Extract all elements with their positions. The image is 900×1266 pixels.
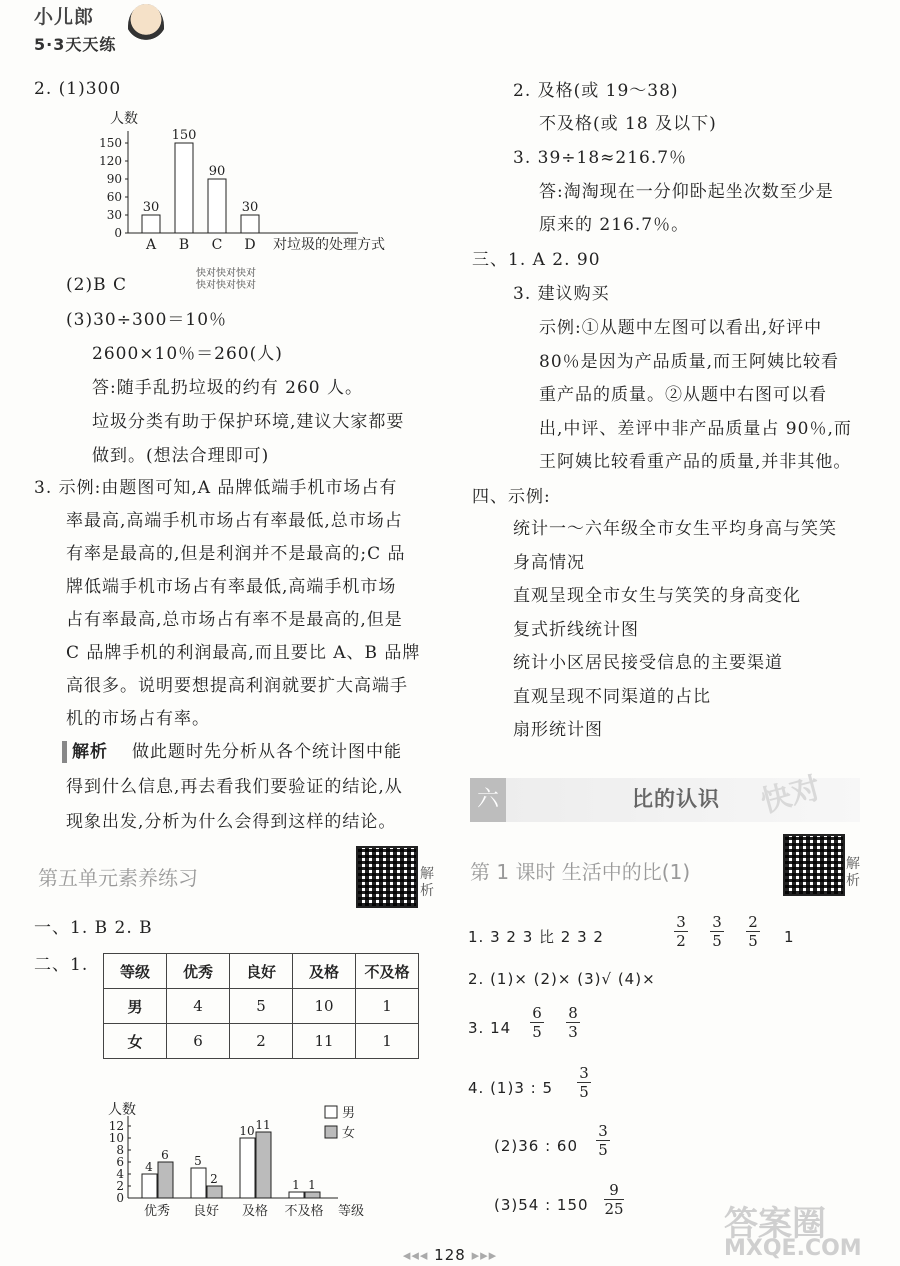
unit5-qr-code[interactable]	[356, 846, 418, 908]
s4-line: 身高情况	[513, 552, 585, 573]
l4c-frac: 9 25	[604, 1181, 624, 1218]
q3-line: C 品牌手机的利润最高,而且要比 A、B 品牌	[66, 643, 421, 663]
table-header-cell: 等级	[104, 954, 167, 989]
table-header-cell: 及格	[293, 954, 356, 989]
l1-frac-2: 3 5	[710, 913, 724, 950]
watermark-daanquan: 答案圈	[724, 1204, 826, 1244]
tick-label: 4	[116, 1167, 124, 1181]
jiexi-line-2: 得到什么信息,再去看我们要验证的结论,从	[66, 777, 403, 797]
tick-label: 60	[106, 190, 122, 204]
s3-line: 80％是因为产品质量,而王阿姨比较看	[539, 351, 840, 372]
bar-girls	[207, 1186, 222, 1198]
next-arrows-icon: ▸▸▸	[471, 1246, 498, 1264]
l3: 3. 14	[468, 1019, 512, 1037]
tick-label: 90	[106, 172, 122, 186]
mascot-icon	[128, 4, 164, 48]
l4c: (3)54 : 150	[494, 1196, 589, 1214]
l4a-frac: 3 5	[577, 1064, 591, 1101]
q2-1: 2. (1)300	[34, 79, 122, 99]
s3-3: 3. 建议购买	[513, 284, 610, 304]
table-header-cell: 良好	[230, 954, 293, 989]
table-row	[104, 989, 419, 1024]
y-axis-label: 人数	[110, 111, 138, 127]
unit6-number: 六	[470, 778, 506, 822]
q2-3b: 2600×10％＝260(人)	[92, 344, 283, 364]
table-cell: 5	[230, 989, 293, 1024]
jiexi-label: 解析	[72, 742, 108, 762]
y-axis-label: 人数	[108, 1102, 136, 1118]
table-cell: 1	[356, 989, 419, 1024]
tick-label: 8	[116, 1143, 124, 1157]
tick-label: 12	[108, 1119, 124, 1133]
legend-label: 男	[342, 1106, 356, 1121]
data-label: 11	[255, 1118, 271, 1132]
tick-label: 0	[114, 226, 122, 240]
tick-label: 0	[116, 1191, 124, 1205]
tick-label: 150	[99, 136, 122, 150]
s4-line: 复式折线统计图	[513, 619, 639, 640]
l4b-frac: 3 5	[596, 1122, 610, 1159]
grade-chart	[100, 1100, 430, 1230]
u5-q1: 一、1. B 2. B	[34, 918, 153, 938]
s4-line: 直观呈现全市女生与笑笑的身高变化	[513, 586, 801, 606]
r2a: 2. 及格(或 19～38)	[513, 81, 679, 101]
tick-label: 6	[116, 1155, 124, 1169]
lesson-qr-code[interactable]	[783, 834, 845, 896]
lesson-title: 第 1 课时 生活中的比(1)	[470, 860, 691, 884]
legend-swatch	[325, 1106, 337, 1118]
bar	[208, 179, 226, 233]
unit5-qr-label: 解析	[420, 866, 434, 899]
data-label: 5	[194, 1154, 202, 1168]
bar	[142, 215, 160, 233]
page-number-bar	[0, 1244, 900, 1266]
table-cell: 女	[104, 1024, 167, 1059]
series-name: 5·3天天练	[34, 35, 117, 54]
q3-line: 3. 示例:由题图可知,A 品牌低端手机市场占有	[34, 478, 398, 498]
table-row	[104, 1024, 419, 1059]
s4-head: 四、示例:	[472, 487, 551, 507]
s4-line: 直观呈现不同渠道的占比	[513, 686, 711, 707]
table-cell: 10	[293, 989, 356, 1024]
category-label: 及格	[241, 1204, 269, 1219]
table-cell: 6	[167, 1024, 230, 1059]
table-cell: 11	[293, 1024, 356, 1059]
category-label: 不及格	[284, 1204, 324, 1219]
l1: 1. 3 2 3 比 2 3 2	[468, 928, 604, 946]
r3a: 3. 39÷18≈216.7％	[513, 148, 688, 168]
data-label: 1	[292, 1178, 300, 1192]
q2-3a: (3)30÷300＝10％	[66, 310, 228, 330]
grade-table	[103, 953, 419, 1059]
data-label: 6	[161, 1148, 169, 1162]
table-header-cell: 优秀	[167, 954, 230, 989]
waste-chart	[90, 105, 430, 260]
category-label: D	[244, 237, 256, 253]
table-cell: 1	[356, 1024, 419, 1059]
tick-label: 120	[99, 154, 122, 168]
legend-label: 女	[342, 1126, 356, 1141]
page-number: 128	[434, 1246, 466, 1264]
bar	[175, 143, 193, 233]
bar-boys	[142, 1174, 157, 1198]
stamp-text-2: 快对快对快对	[196, 280, 256, 291]
table-cell: 男	[104, 989, 167, 1024]
watermark-kuaidui: 快对	[757, 770, 825, 821]
category-label: 优秀	[143, 1204, 171, 1219]
category-label: B	[178, 237, 190, 253]
legend-swatch	[325, 1126, 337, 1138]
q3-line: 有率是最高的,但是利润并不是最高的;C 品	[66, 544, 406, 564]
q3-line: 高很多。说明要想提高利润就要扩大高端手	[66, 676, 408, 696]
r3c: 原来的 216.7％。	[539, 215, 690, 235]
l1-frac-1: 3 2	[674, 913, 688, 950]
u5-q2: 二、1.	[34, 955, 89, 975]
data-label: 10	[239, 1124, 255, 1138]
l3-frac-2: 8 3	[566, 1004, 580, 1041]
q3-line: 牌低端手机市场占有率最低,高端手机市场	[66, 577, 397, 597]
q3-line: 率最高,高端手机市场占有率最低,总市场占	[66, 511, 403, 531]
s4-line: 统计一～六年级全市女生平均身高与笑笑	[513, 519, 837, 539]
data-label: 1	[308, 1178, 316, 1192]
unit6-title: 比的认识	[632, 787, 720, 811]
bar-girls	[305, 1192, 320, 1198]
l4b: (2)36 : 60	[494, 1137, 579, 1155]
s4-line: 统计小区居民接受信息的主要渠道	[513, 653, 783, 673]
x-axis-label: 等级	[338, 1204, 365, 1219]
jiexi-line-1: 做此题时先分析从各个统计图中能	[132, 742, 402, 762]
category-label: 良好	[192, 1204, 220, 1219]
bar-boys	[191, 1168, 206, 1198]
data-label: 2	[210, 1172, 218, 1186]
r2b: 不及格(或 18 及以下)	[539, 114, 717, 134]
data-label: 4	[145, 1160, 153, 1174]
bar-girls	[158, 1162, 173, 1198]
x-axis-label: 对垃圾的处理方式	[273, 237, 385, 253]
q2-3d: 垃圾分类有助于保护环境,建议大家都要	[92, 412, 405, 432]
jiexi-line-3: 现象出发,分析为什么会得到这样的结论。	[66, 812, 397, 832]
l4a: 4. (1)3 : 5	[468, 1079, 554, 1097]
stamp-text-1: 快对快对快对	[196, 268, 256, 279]
table-cell: 2	[230, 1024, 293, 1059]
lesson-qr-label: 解析	[846, 856, 860, 889]
bar-boys	[240, 1138, 255, 1198]
q3-line: 占有率最高,总市场占有率不是最高的,但是	[66, 610, 403, 630]
q2-2: (2)B C	[66, 275, 127, 295]
q2-3c: 答:随手乱扔垃圾的约有 260 人。	[92, 378, 363, 398]
category-label: A	[145, 237, 157, 253]
data-label: 90	[208, 164, 226, 179]
tick-label: 30	[106, 208, 122, 222]
bar	[241, 215, 259, 233]
prev-arrows-icon: ◂◂◂	[402, 1246, 435, 1264]
tick-label: 10	[108, 1131, 124, 1145]
data-label: 30	[142, 200, 160, 215]
watermark-site: MXQE.COM	[724, 1236, 862, 1261]
unit5-title: 第五单元素养练习	[38, 866, 198, 890]
category-label: C	[211, 237, 223, 253]
s3-line: 出,中评、差评中非产品质量占 90％,而	[539, 418, 852, 439]
l1-frac-3: 2 5	[746, 913, 760, 950]
s3-line: 重产品的质量。②从题中右图可以看	[539, 385, 827, 405]
s3-line: 示例:①从题中左图可以看出,好评中	[539, 318, 823, 338]
l3-frac-1: 6 5	[530, 1004, 544, 1041]
tick-label: 2	[116, 1179, 124, 1193]
s3-line: 王阿姨比较看重产品的质量,并非其他。	[539, 452, 852, 472]
s4-line: 扇形统计图	[513, 720, 603, 740]
data-label: 150	[171, 128, 197, 143]
l1-end: 1	[784, 928, 795, 946]
s3-1: 三、1. A 2. 90	[472, 250, 601, 270]
data-label: 30	[241, 200, 259, 215]
brand-logo: 小儿郎	[34, 6, 95, 28]
l2: 2. (1)× (2)× (3)√ (4)×	[468, 970, 656, 988]
bar-boys	[289, 1192, 304, 1198]
jiexi-marker	[62, 741, 67, 763]
table-header-cell: 不及格	[356, 954, 419, 989]
q2-3e: 做到。(想法合理即可)	[92, 446, 270, 466]
table-cell: 4	[167, 989, 230, 1024]
q3-line: 机的市场占有率。	[66, 709, 210, 729]
r3b: 答:淘淘现在一分仰卧起坐次数至少是	[539, 182, 834, 202]
bar-girls	[256, 1132, 271, 1198]
